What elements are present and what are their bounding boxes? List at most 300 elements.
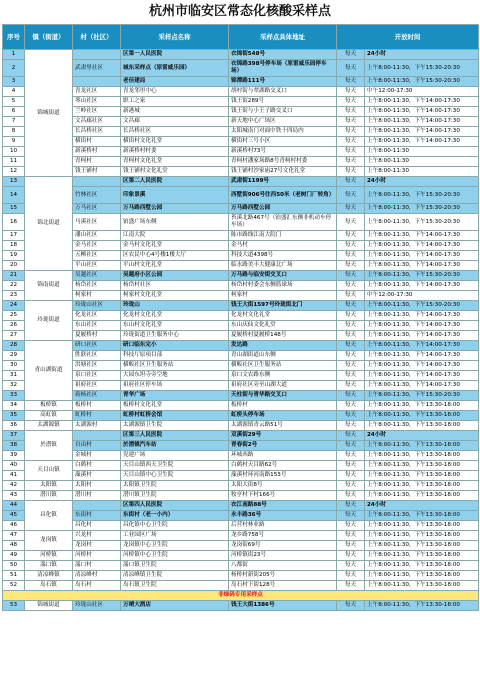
day-cell: 每天: [337, 561, 365, 571]
site-name-cell: 天目山镇西天卫生院: [121, 461, 229, 471]
site-name-cell: 印象景溪: [121, 187, 229, 204]
row-number: 1: [3, 50, 25, 60]
village-cell: [73, 177, 121, 187]
table-row: [3, 371, 479, 381]
town-cell: 清凉峰镇: [25, 571, 73, 581]
site-name-cell: 钱王铺村文化礼堂: [121, 167, 229, 177]
address-cell: 钱王街289号: [229, 97, 337, 107]
hours-cell: 上午8:00-11:30，下午15:30-20:30: [365, 271, 479, 281]
town-cell: 太湖源镇: [25, 421, 73, 431]
day-cell: 每天: [337, 231, 365, 241]
row-number: 49: [3, 551, 25, 561]
table-row: [3, 251, 479, 261]
row-number: 34: [3, 401, 25, 411]
day-cell: 每天: [337, 60, 365, 77]
town-cell: 锦城街道: [25, 601, 73, 611]
village-cell: 琴山社区: [73, 97, 121, 107]
site-name-cell: 长昌桥社区: [121, 127, 229, 137]
town-cell: 天目山镇: [25, 461, 73, 481]
site-name-cell: 湍口镇卫生院: [121, 561, 229, 571]
day-cell: 每天: [337, 107, 365, 117]
hours-cell: 上午8:00-11:30，下午14:00-17:30: [365, 97, 479, 107]
village-cell: 新溪桥村: [73, 147, 121, 157]
hours-cell: 上午8:00-11:30，下午15:30-20:30: [365, 187, 479, 204]
hours-cell: 上午8:00-11:30，下午14:00-17:30: [365, 281, 479, 291]
site-name-cell: 东山村文化礼堂: [121, 321, 229, 331]
hours-cell: 上午8:00-11:30，下午14:00-17:30: [365, 331, 479, 341]
table-row: [3, 127, 479, 137]
table-row: [3, 157, 479, 167]
hours-cell: 24小时: [365, 50, 479, 60]
hours-cell: 上午8:00-11:30，下午13:30-18:00: [365, 601, 479, 611]
site-name-cell: 青华广场: [121, 391, 229, 401]
row-number: 25: [3, 311, 25, 321]
village-cell: 钱王铺村: [73, 167, 121, 177]
town-cell: 太阳镇: [25, 481, 73, 491]
village-cell: 虹桥村: [73, 411, 121, 421]
village-cell: 长昌桥社区: [73, 127, 121, 137]
address-cell: 万马路与临安街交叉口: [229, 271, 337, 281]
day-cell: 每天: [337, 491, 365, 501]
row-number: 32: [3, 381, 25, 391]
site-name-cell: 江南大院: [121, 231, 229, 241]
hours-cell: 上午8:00-11:30，下午15:30-20:30: [365, 301, 479, 311]
village-cell: 平山社区: [73, 261, 121, 271]
village-cell: 杨岱社区: [73, 281, 121, 291]
site-name-cell: 大园东坦寺旁空地: [121, 371, 229, 381]
table-row: [3, 60, 479, 77]
village-cell: 自由村: [73, 441, 121, 451]
row-number: 5: [3, 97, 25, 107]
village-cell: 兰岭社区: [73, 107, 121, 117]
address-cell: 柯家村: [229, 291, 337, 301]
row-number: 50: [3, 561, 25, 571]
address-cell: 河桥镇街23号: [229, 551, 337, 561]
table-row: [3, 471, 479, 481]
row-number: 36: [3, 421, 25, 431]
town-cell: 岛石镇: [25, 581, 73, 591]
address-cell: 太阳城南门对面中铁十四局内: [229, 127, 337, 137]
row-number: 30: [3, 361, 25, 371]
hours-cell: 24小时: [365, 177, 479, 187]
row-number: 23: [3, 291, 25, 301]
hours-cell: 上午8:00-11:30，下午14:00-17:30: [365, 341, 479, 351]
day-cell: 每天: [337, 601, 365, 611]
row-number: 2: [3, 60, 25, 77]
site-name-cell: 老佳建局: [121, 77, 229, 87]
hours-cell: 上午8:00-11:30，下午13:30-18:00: [365, 451, 479, 461]
table-row: [3, 291, 479, 301]
row-number: 43: [3, 491, 25, 501]
row-number: 35: [3, 411, 25, 421]
table-row: [3, 381, 479, 391]
hours-cell: 上午8:00-11:30，下午13:30-18:00: [365, 561, 479, 571]
row-number: 24: [3, 301, 25, 311]
site-name-cell: 万马路西墅公园: [121, 204, 229, 214]
village-cell: 吴越社区: [73, 271, 121, 281]
site-name-cell: 虹桥村虹桥会馆: [121, 411, 229, 421]
address-cell: 苔溪北路467号（铂盛汇东侧非机动车停车场）: [229, 214, 337, 231]
address-cell: 衣江南路88号: [229, 501, 337, 511]
hours-cell: 上午8:00-11:30，下午14:00-17:30: [365, 351, 479, 361]
row-number: 19: [3, 251, 25, 261]
town-cell: 河桥镇: [25, 551, 73, 561]
address-cell: 钱王铺村沙家庙27号文化礼堂: [229, 167, 337, 177]
row-number: 6: [3, 107, 25, 117]
town-cell: 玲珑街道: [25, 301, 73, 341]
row-number: 46: [3, 521, 25, 531]
site-name-cell: 河桥镇中心卫生院: [121, 551, 229, 561]
site-name-cell: 城东采样点（原雷威乐园）: [121, 60, 229, 77]
village-cell: [73, 50, 121, 60]
address-cell: 太湖源镇青云路51号: [229, 421, 337, 431]
day-cell: 每天: [337, 451, 365, 461]
hours-cell: 上午8:00-11:30，下午14:00-17:30: [365, 311, 479, 321]
day-cell: 每天: [337, 157, 365, 167]
header-no: 序号: [3, 25, 25, 50]
site-name-cell: 区第三人民医院: [121, 431, 229, 441]
address-cell: 钱王街与小王子路交叉口: [229, 107, 337, 117]
town-cell: 龙岗镇: [25, 531, 73, 551]
table-row: [3, 481, 479, 491]
table-row: [3, 531, 479, 541]
day-cell: 每天: [337, 441, 365, 451]
table-row: [3, 137, 479, 147]
hours-cell: 上午8:00-11:30，下午15:30-20:30: [365, 204, 479, 214]
day-cell: 每天: [337, 361, 365, 371]
address-cell: 青春街2号: [229, 441, 337, 451]
site-name-cell: 岛石镇卫生院: [121, 581, 229, 591]
table-row: [3, 561, 479, 571]
table-row: [3, 521, 479, 531]
hours-cell: 上午8:00-11:30，下午13:30-18:00: [365, 401, 479, 411]
row-number: 40: [3, 461, 25, 471]
day-cell: 每天: [337, 117, 365, 127]
table-row: [3, 421, 479, 431]
day-cell: 每天: [337, 351, 365, 361]
table-row: [3, 231, 479, 241]
address-cell: 杨桥村新街205号: [229, 571, 337, 581]
day-cell: 每天: [337, 551, 365, 561]
site-name-cell: 区第四人民医院: [121, 501, 229, 511]
address-cell: 环城西路: [229, 451, 337, 461]
address-cell: 杨岱村村委会东侧篮球场: [229, 281, 337, 291]
hours-cell: 上午8:00-11:30，下午13:30-18:00: [365, 551, 479, 561]
row-number: 28: [3, 341, 25, 351]
table-row: [3, 411, 479, 421]
town-cell: 青山湖街道: [25, 341, 73, 401]
table-row: [3, 461, 479, 471]
day-cell: 每天: [337, 331, 365, 341]
village-cell: 柯家村: [73, 291, 121, 301]
day-cell: 每天: [337, 471, 365, 481]
sampling-table: [2, 24, 479, 611]
address-cell: 龙乡路758号: [229, 531, 337, 541]
page-title: 杭州市临安区常态化核酸采样点: [148, 4, 331, 19]
hours-cell: 上午8:00-11:30，下午15:30-20:30: [365, 77, 479, 87]
town-cell: 锦城街道: [25, 50, 73, 177]
hours-cell: 上午8:00-11:30，下午14:00-17:30: [365, 241, 479, 251]
town-cell: 高虹镇: [25, 411, 73, 421]
row-number: 53: [3, 601, 25, 611]
town-cell: 潜川镇: [25, 491, 73, 501]
village-cell: 万马社区: [73, 204, 121, 214]
village-cell: 藻溪村: [73, 471, 121, 481]
site-name-cell: 龙岗镇中心卫生院: [121, 541, 229, 551]
village-cell: 潜川村: [73, 491, 121, 501]
header-hours: 开放时间: [337, 25, 479, 50]
site-name-cell: 吴越府小区公园: [121, 271, 229, 281]
row-number: 51: [3, 571, 25, 581]
village-cell: 胜联社区: [73, 351, 121, 361]
address-cell: 西墅街906号往西50米（老树门厂转角）: [229, 187, 337, 204]
row-number: 21: [3, 271, 25, 281]
site-name-cell: 研口临东完小: [121, 341, 229, 351]
hours-cell: 上午8:00-11:30，下午14:00-17:30: [365, 361, 479, 371]
village-cell: 太湖源村: [73, 421, 121, 431]
address-cell: 天柱街与青华路交叉口: [229, 391, 337, 401]
site-name-cell: 文昌廊: [121, 117, 229, 127]
table-row: [3, 261, 479, 271]
hours-cell: 上午8:00-11:30，下午13:30-18:00: [365, 581, 479, 591]
day-cell: 每天: [337, 127, 365, 137]
row-number: 20: [3, 261, 25, 271]
village-cell: 太阳村: [73, 481, 121, 491]
table-row: [3, 441, 479, 451]
day-cell: 每天: [337, 281, 365, 291]
day-cell: 每天: [337, 167, 365, 177]
village-cell: 清凉峰村: [73, 571, 121, 581]
day-cell: 每天: [337, 214, 365, 231]
table-row: [3, 187, 479, 204]
address-cell: 衣锦路398号停车场（原雷威乐园停车场）: [229, 60, 337, 77]
village-cell: 夏履桥村: [73, 331, 121, 341]
address-cell: 青柯村潘家场路8号青柯村村委: [229, 157, 337, 167]
address-cell: 衣锦街548号: [229, 50, 337, 60]
address-cell: 金马村: [229, 241, 337, 251]
village-cell: 白鹤村: [73, 461, 121, 471]
address-cell: 新天地中心广场区: [229, 117, 337, 127]
site-name-cell: 杨岱村社区: [121, 281, 229, 291]
hours-cell: 上午8:00-11:30: [365, 157, 479, 167]
hours-cell: 上午8:00-11:30，下午14:00-17:30: [365, 371, 479, 381]
site-name-cell: 东街村（老一小内）: [121, 511, 229, 521]
town-cell: 锦北街道: [25, 177, 73, 271]
hours-cell: 上午8:00-11:30，下午13:30-18:00: [365, 541, 479, 551]
day-cell: 每天: [337, 371, 365, 381]
day-cell: 每天: [337, 291, 365, 301]
table-row: [3, 451, 479, 461]
day-cell: 每天: [337, 97, 365, 107]
table-row: [3, 87, 479, 97]
hours-cell: 上午8:00-11:30: [365, 167, 479, 177]
site-name-cell: 新港城: [121, 107, 229, 117]
day-cell: 每天: [337, 321, 365, 331]
row-number: 44: [3, 501, 25, 511]
row-number: 11: [3, 157, 25, 167]
table-row: [3, 117, 479, 127]
village-cell: 金马社区: [73, 241, 121, 251]
day-cell: 每天: [337, 341, 365, 351]
table-row: [3, 321, 479, 331]
row-number: 16: [3, 214, 25, 231]
village-cell: 五柳社区: [73, 251, 121, 261]
table-row: [3, 147, 479, 157]
hours-cell: 中午12:00-17:30: [365, 87, 479, 97]
table-row: [3, 511, 479, 521]
row-number: 47: [3, 531, 25, 541]
address-cell: 双溪街29号: [229, 431, 337, 441]
hours-cell: 上午8:00-11:30，下午13:30-18:00: [365, 491, 479, 501]
site-name-cell: 青柯村文化礼堂: [121, 157, 229, 167]
town-cell: 板桥镇: [25, 401, 73, 411]
address-cell: 钱王大街1386号: [229, 601, 337, 611]
table-row: [3, 301, 479, 311]
day-cell: 每天: [337, 461, 365, 471]
table-row: [3, 541, 479, 551]
address-cell: 八都街: [229, 561, 337, 571]
table-row: [3, 50, 479, 60]
day-cell: 每天: [337, 411, 365, 421]
table-body: [3, 50, 479, 611]
hours-cell: 上午8:00-11:30，下午13:30-18:00: [365, 461, 479, 471]
table-row: [3, 501, 479, 511]
day-cell: 每天: [337, 187, 365, 204]
village-cell: 青龙社区: [73, 87, 121, 97]
village-cell: 昌化村: [73, 521, 121, 531]
row-number: 12: [3, 167, 25, 177]
village-cell: 兴龙村: [73, 531, 121, 541]
village-cell: 岛石村: [73, 581, 121, 591]
header-site-name: 采样点名称: [121, 25, 229, 50]
row-number: 10: [3, 147, 25, 157]
site-name-cell: 化龙村文化礼堂: [121, 311, 229, 321]
hours-cell: 上午8:00-11:30，下午14:00-17:30: [365, 107, 479, 117]
day-cell: 每天: [337, 301, 365, 311]
row-number: 29: [3, 351, 25, 361]
table-row: [3, 271, 479, 281]
hours-cell: 上午8:00-11:30，下午15:30-20:30: [365, 214, 479, 231]
address-cell: 祖府社区旁至山湖大道: [229, 381, 337, 391]
address-cell: 永丰路36号: [229, 511, 337, 521]
table-row: [3, 601, 479, 611]
address-cell: 龙岗街69号: [229, 541, 337, 551]
village-cell: 横街村: [73, 137, 121, 147]
row-number: 31: [3, 371, 25, 381]
hours-cell: 上午8:00-11:30，下午13:30-18:00: [365, 521, 479, 531]
day-cell: 每天: [337, 541, 365, 551]
row-number: 13: [3, 177, 25, 187]
town-cell: 於潜镇: [25, 431, 73, 461]
site-name-cell: 新溪桥村村委: [121, 147, 229, 157]
day-cell: 每天: [337, 521, 365, 531]
hours-cell: 上午8:00-11:30，下午13:30-18:00: [365, 471, 479, 481]
table-row: [3, 241, 479, 251]
day-cell: 每天: [337, 271, 365, 281]
site-name-cell: 科技厅原项目部: [121, 351, 229, 361]
table-row: [3, 571, 479, 581]
address-cell: 青山湖街道山东侧: [229, 351, 337, 361]
day-cell: 每天: [337, 137, 365, 147]
village-cell: 祖府社区: [73, 381, 121, 391]
row-number: 18: [3, 241, 25, 251]
hours-cell: 上午8:00-11:30，下午13:30-18:00: [365, 531, 479, 541]
table-row: [3, 281, 479, 291]
village-cell: 东山社区: [73, 321, 121, 331]
town-cell: 昌化镇: [25, 501, 73, 531]
day-cell: 每天: [337, 431, 365, 441]
row-number: 8: [3, 127, 25, 137]
row-number: 41: [3, 471, 25, 481]
table-row: [3, 204, 479, 214]
hours-cell: 24小时: [365, 431, 479, 441]
site-name-cell: 祖府社区停车场: [121, 381, 229, 391]
site-name-cell: 横畈社区卫生服务站: [121, 361, 229, 371]
day-cell: 每天: [337, 147, 365, 157]
village-cell: 河桥村: [73, 551, 121, 561]
village-cell: 潘山社区: [73, 231, 121, 241]
header-village: 村（社区）: [73, 25, 121, 50]
village-cell: 竹林社区: [73, 187, 121, 204]
address-cell: 武肃街1199号: [229, 177, 337, 187]
day-cell: 每天: [337, 381, 365, 391]
village-cell: 研口社区: [73, 341, 121, 351]
hours-cell: 上午8:00-11:30，下午14:00-17:30: [365, 231, 479, 241]
row-number: 42: [3, 481, 25, 491]
row-number: 37: [3, 431, 25, 441]
row-number: 52: [3, 581, 25, 591]
hours-cell: 上午8:00-11:30，下午14:00-17:30: [365, 251, 479, 261]
hours-cell: 上午8:00-11:30，下午13:30-18:00: [365, 421, 479, 431]
site-name-cell: 玲珑山: [121, 301, 229, 311]
row-number: 7: [3, 117, 25, 127]
table-row: [3, 361, 479, 371]
village-cell: 金城村: [73, 451, 121, 461]
hours-cell: 24小时: [365, 501, 479, 511]
address-cell: 岛石村下街128号: [229, 581, 337, 591]
day-cell: 每天: [337, 177, 365, 187]
day-cell: 每天: [337, 481, 365, 491]
table-row: [3, 491, 479, 501]
row-number: 17: [3, 231, 25, 241]
town-cell: 锦南街道: [25, 271, 73, 301]
table-row: [3, 331, 479, 341]
hours-cell: 中午12:00-17:30: [365, 291, 479, 301]
day-cell: 每天: [337, 421, 365, 431]
row-number: 3: [3, 77, 25, 87]
row-number: 22: [3, 281, 25, 291]
day-cell: 每天: [337, 391, 365, 401]
table-header: [3, 25, 479, 50]
row-number: 9: [3, 137, 25, 147]
village-cell: 青柯村: [73, 157, 121, 167]
table-row: [3, 177, 479, 187]
day-cell: 每天: [337, 571, 365, 581]
notice-text: 非绿码专用采样点: [3, 591, 479, 601]
address-cell: 横畈社区卫生服务站: [229, 361, 337, 371]
hours-cell: 上午8:00-11:30，下午14:00-17:30: [365, 321, 479, 331]
site-name-cell: 天目山镇中心卫生院: [121, 471, 229, 481]
village-cell: 武肃里社区: [73, 60, 121, 77]
village-cell: 东街村: [73, 511, 121, 521]
address-cell: 夏履桥村夏履桥148号: [229, 331, 337, 341]
site-name-cell: 柯家村文化礼堂: [121, 291, 229, 301]
table-row: [3, 311, 479, 321]
hours-cell: 上午8:00-11:30，下午14:00-17:30: [365, 137, 479, 147]
address-cell: 牧亭村下村166号: [229, 491, 337, 501]
row-number: 14: [3, 187, 25, 204]
table-row: [3, 401, 479, 411]
